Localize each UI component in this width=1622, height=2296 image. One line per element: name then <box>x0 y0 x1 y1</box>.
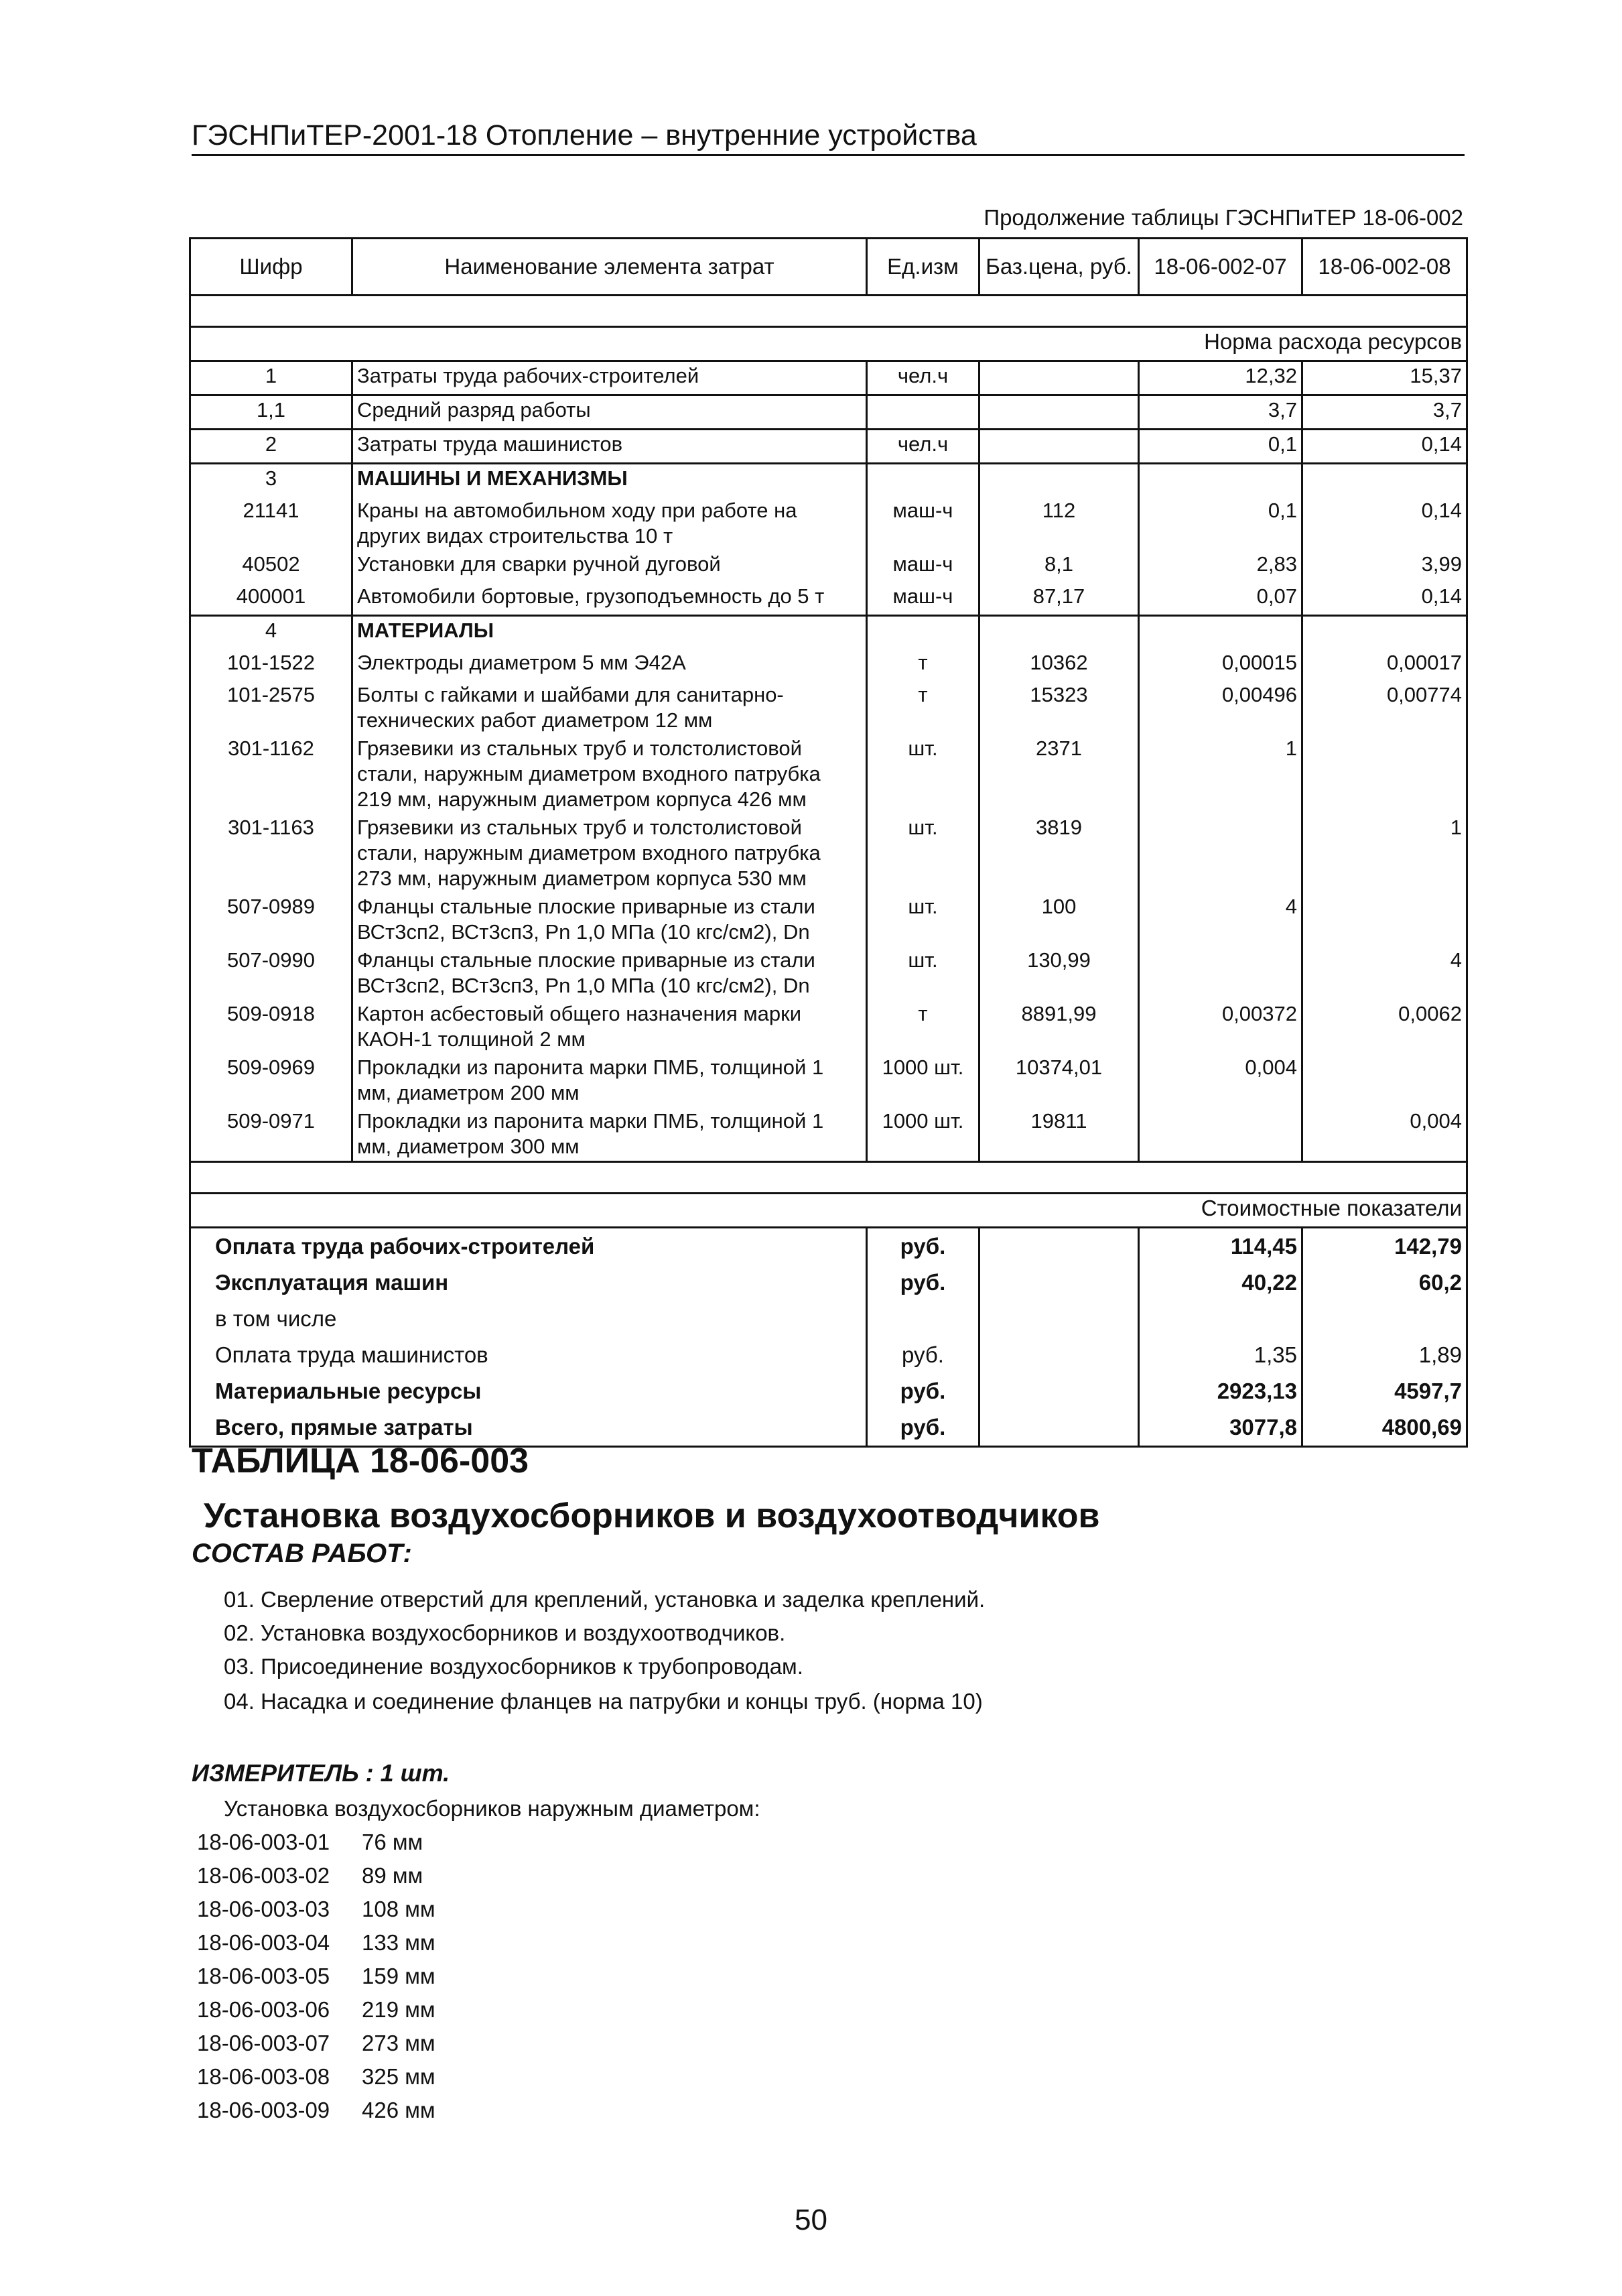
totals-value-08: 4800,69 <box>1302 1409 1467 1447</box>
row-name <box>352 946 867 1000</box>
item-diameter: 273 мм <box>362 2031 435 2055</box>
column-header: Баз.цена, руб. <box>979 239 1139 296</box>
totals-label: в том числе <box>190 1301 867 1337</box>
row-value-08 <box>1302 1054 1467 1107</box>
table-row <box>190 1000 1467 1054</box>
totals-value-07: 3077,8 <box>1139 1409 1302 1447</box>
table-row <box>190 893 1467 946</box>
row-price: 19811 <box>979 1107 1139 1162</box>
row-unit: шт. <box>867 893 979 946</box>
row-value-07 <box>1139 616 1302 649</box>
row-name-line: Грязевики из стальных труб и толстолистовой <box>357 816 802 839</box>
row-code: 1,1 <box>190 395 352 430</box>
table-row <box>190 649 1467 681</box>
row-name-line: мм, диаметром 200 мм <box>357 1081 580 1104</box>
row-name-line: стали, наружным диаметром входного патрубка <box>357 841 821 865</box>
row-name <box>352 616 867 649</box>
row-value-08: 4 <box>1302 946 1467 1000</box>
row-unit <box>867 395 979 430</box>
row-name-line: Средний разряд работы <box>357 398 591 422</box>
totals-unit: руб. <box>867 1373 979 1409</box>
row-name <box>352 361 867 395</box>
row-name-line: 219 мм, наружным диаметром корпуса 426 мм <box>357 787 807 811</box>
resource-table <box>189 237 1468 1448</box>
row-code: 509-0971 <box>190 1107 352 1162</box>
totals-row <box>190 1301 1467 1337</box>
row-name-line: МАШИНЫ И МЕХАНИЗМЫ <box>357 466 628 490</box>
item-code: 18-06-003-09 <box>197 2098 330 2122</box>
row-code: 40502 <box>190 550 352 582</box>
work-item: 03. Присоединение воздухосборников к трубопроводам. <box>224 1654 803 1679</box>
row-name-line: Картон асбестовый общего назначения марки <box>357 1002 802 1025</box>
row-unit: чел.ч <box>867 430 979 464</box>
row-price: 8,1 <box>979 550 1139 582</box>
table-row <box>190 814 1467 893</box>
row-unit: маш-ч <box>867 497 979 550</box>
table-row <box>190 1107 1467 1162</box>
row-name-line: Фланцы стальные плоские приварные из стали <box>357 895 815 918</box>
totals-value-08: 142,79 <box>1302 1228 1467 1265</box>
row-code: 301-1162 <box>190 735 352 814</box>
table-continuation-caption: Продолжение таблицы ГЭСНПиТЕР 18-06-002 <box>984 205 1463 230</box>
row-code: 2 <box>190 430 352 464</box>
row-value-07: 4 <box>1139 893 1302 946</box>
row-code: 301-1163 <box>190 814 352 893</box>
totals-label: Всего, прямые затраты <box>190 1409 867 1447</box>
totals-label: Эксплуатация машин <box>190 1265 867 1301</box>
table-row <box>190 430 1467 464</box>
totals-empty <box>979 1228 1139 1265</box>
row-price: 130,99 <box>979 946 1139 1000</box>
column-header: 18-06-002-07 <box>1139 239 1302 296</box>
row-unit: т <box>867 1000 979 1054</box>
totals-empty <box>979 1337 1139 1373</box>
table-row <box>190 1054 1467 1107</box>
row-value-07: 3,7 <box>1139 395 1302 430</box>
item-diameter: 426 мм <box>362 2098 435 2122</box>
row-name <box>352 464 867 497</box>
table-row <box>190 497 1467 550</box>
row-code: 21141 <box>190 497 352 550</box>
totals-unit: руб. <box>867 1228 979 1265</box>
row-value-08: 0,14 <box>1302 430 1467 464</box>
row-code: 1 <box>190 361 352 395</box>
cost-header-row <box>190 1194 1467 1228</box>
item-code: 18-06-003-08 <box>197 2064 330 2089</box>
work-item: 01. Сверление отверстий для креплений, установка и заделка креплений. <box>224 1587 986 1612</box>
row-name <box>352 1054 867 1107</box>
row-name-line: ВСт3сп2, ВСт3сп3, Pn 1,0 МПа (10 кгс/см2), Dn <box>357 974 810 997</box>
row-name-line: КАОН-1 толщиной 2 мм <box>357 1027 586 1051</box>
row-price: 10362 <box>979 649 1139 681</box>
totals-value-07: 114,45 <box>1139 1228 1302 1265</box>
row-name <box>352 395 867 430</box>
page-header: ГЭСНПиТЕР-2001-18 Отопление – внутренние устройства <box>192 119 1465 156</box>
table-row <box>190 582 1467 616</box>
item-code: 18-06-003-05 <box>197 1964 330 1988</box>
table-row <box>190 361 1467 395</box>
totals-unit: руб. <box>867 1409 979 1447</box>
row-value-08: 0,00774 <box>1302 681 1467 735</box>
item-code: 18-06-003-02 <box>197 1863 330 1888</box>
row-name-line: МАТЕРИАЛЫ <box>357 619 494 642</box>
column-header: Шифр <box>190 239 352 296</box>
row-value-08 <box>1302 893 1467 946</box>
table-row <box>190 681 1467 735</box>
row-unit: маш-ч <box>867 550 979 582</box>
row-name-line: стали, наружным диаметром входного патрубка <box>357 762 821 785</box>
row-name <box>352 497 867 550</box>
row-value-07: 0,1 <box>1139 430 1302 464</box>
row-name-line: Затраты труда рабочих-строителей <box>357 364 699 387</box>
totals-empty <box>979 1265 1139 1301</box>
row-name-line: ВСт3сп2, ВСт3сп3, Pn 1,0 МПа (10 кгс/см2), Dn <box>357 920 810 944</box>
table-row <box>190 946 1467 1000</box>
row-value-08: 0,14 <box>1302 497 1467 550</box>
row-name-line: Электроды диаметром 5 мм Э42А <box>357 651 686 674</box>
row-code: 507-0990 <box>190 946 352 1000</box>
row-value-07: 0,004 <box>1139 1054 1302 1107</box>
section-subtitle: Установка воздухосборников и воздухоотводчиков <box>204 1496 1100 1535</box>
totals-value-08: 60,2 <box>1302 1265 1467 1301</box>
row-code: 3 <box>190 464 352 497</box>
spacer-cell <box>190 1162 1467 1194</box>
item-code: 18-06-003-06 <box>197 1997 330 2022</box>
norm-header: Норма расхода ресурсов <box>190 327 1467 361</box>
row-value-07 <box>1139 1107 1302 1162</box>
row-value-08: 0,004 <box>1302 1107 1467 1162</box>
row-unit: чел.ч <box>867 361 979 395</box>
row-price <box>979 616 1139 649</box>
row-value-08 <box>1302 735 1467 814</box>
row-code: 4 <box>190 616 352 649</box>
row-name <box>352 582 867 616</box>
row-name-line: Болты с гайками и шайбами для санитарно- <box>357 683 784 706</box>
row-name <box>352 430 867 464</box>
row-code: 507-0989 <box>190 893 352 946</box>
row-price <box>979 430 1139 464</box>
totals-label: Оплата труда машинистов <box>190 1337 867 1373</box>
row-value-07: 0,1 <box>1139 497 1302 550</box>
table-row <box>190 395 1467 430</box>
row-name <box>352 893 867 946</box>
row-value-07: 1 <box>1139 735 1302 814</box>
row-value-08: 0,0062 <box>1302 1000 1467 1054</box>
item-diameter: 159 мм <box>362 1964 435 1988</box>
totals-value-07: 1,35 <box>1139 1337 1302 1373</box>
totals-value-07 <box>1139 1301 1302 1337</box>
column-header: Ед.изм <box>867 239 979 296</box>
row-name <box>352 649 867 681</box>
totals-row <box>190 1228 1467 1265</box>
row-price <box>979 464 1139 497</box>
work-item: 04. Насадка и соединение фланцев на патрубки и концы труб. (норма 10) <box>224 1689 983 1714</box>
table-header-row <box>190 239 1467 296</box>
row-price: 15323 <box>979 681 1139 735</box>
row-unit: шт. <box>867 735 979 814</box>
spacer-row <box>190 296 1467 327</box>
totals-label: Оплата труда рабочих-строителей <box>190 1228 867 1265</box>
cost-header: Стоимостные показатели <box>190 1194 1467 1228</box>
row-price <box>979 395 1139 430</box>
totals-value-08: 1,89 <box>1302 1337 1467 1373</box>
row-code: 101-1522 <box>190 649 352 681</box>
item-code: 18-06-003-01 <box>197 1830 330 1854</box>
row-value-07: 0,00372 <box>1139 1000 1302 1054</box>
totals-empty <box>979 1301 1139 1337</box>
row-value-08: 0,00017 <box>1302 649 1467 681</box>
totals-value-08: 4597,7 <box>1302 1373 1467 1409</box>
row-unit: шт. <box>867 814 979 893</box>
row-name-line: технических работ диаметром 12 мм <box>357 708 713 732</box>
row-name <box>352 814 867 893</box>
item-diameter: 325 мм <box>362 2064 435 2089</box>
row-value-08: 3,7 <box>1302 395 1467 430</box>
row-code: 400001 <box>190 582 352 616</box>
row-name-line: Фланцы стальные плоские приварные из стали <box>357 948 815 972</box>
row-value-08 <box>1302 464 1467 497</box>
row-unit: т <box>867 649 979 681</box>
row-name <box>352 735 867 814</box>
row-unit: т <box>867 681 979 735</box>
row-value-08: 3,99 <box>1302 550 1467 582</box>
row-code: 509-0918 <box>190 1000 352 1054</box>
row-unit <box>867 616 979 649</box>
izmeritel: ИЗМЕРИТЕЛЬ : 1 шт. <box>192 1759 450 1787</box>
totals-row <box>190 1373 1467 1409</box>
item-diameter: 89 мм <box>362 1863 423 1888</box>
row-value-07: 0,07 <box>1139 582 1302 616</box>
row-price: 112 <box>979 497 1139 550</box>
row-unit <box>867 464 979 497</box>
row-code: 509-0969 <box>190 1054 352 1107</box>
row-value-07: 0,00496 <box>1139 681 1302 735</box>
row-name <box>352 1107 867 1162</box>
totals-value-07: 40,22 <box>1139 1265 1302 1301</box>
row-name <box>352 550 867 582</box>
row-unit: 1000 шт. <box>867 1054 979 1107</box>
row-name <box>352 1000 867 1054</box>
row-price <box>979 361 1139 395</box>
totals-row <box>190 1337 1467 1373</box>
row-price: 87,17 <box>979 582 1139 616</box>
totals-value-07: 2923,13 <box>1139 1373 1302 1409</box>
column-header: Наименование элемента затрат <box>352 239 867 296</box>
row-name-line: Установки для сварки ручной дуговой <box>357 552 721 576</box>
section-title: ТАБЛИЦА 18-06-003 <box>192 1442 529 1480</box>
work-item: 02. Установка воздухосборников и воздухоотводчиков. <box>224 1620 786 1645</box>
item-diameter: 133 мм <box>362 1930 435 1955</box>
totals-empty <box>979 1373 1139 1409</box>
row-name <box>352 681 867 735</box>
table-row <box>190 616 1467 649</box>
row-value-08: 1 <box>1302 814 1467 893</box>
row-value-07: 12,32 <box>1139 361 1302 395</box>
norm-header-row <box>190 327 1467 361</box>
table-row <box>190 464 1467 497</box>
row-unit: маш-ч <box>867 582 979 616</box>
sostav-heading: СОСТАВ РАБОТ: <box>192 1539 412 1568</box>
totals-unit: руб. <box>867 1337 979 1373</box>
row-name-line: 273 мм, наружным диаметром корпуса 530 мм <box>357 867 807 890</box>
row-value-08 <box>1302 616 1467 649</box>
item-code: 18-06-003-04 <box>197 1930 330 1955</box>
row-value-08: 0,14 <box>1302 582 1467 616</box>
row-name-line: Автомобили бортовые, грузоподъемность до 5 т <box>357 584 825 608</box>
row-value-07 <box>1139 464 1302 497</box>
column-header: 18-06-002-08 <box>1302 239 1467 296</box>
item-diameter: 108 мм <box>362 1897 435 1921</box>
totals-value-08 <box>1302 1301 1467 1337</box>
row-name-line: Прокладки из паронита марки ПМБ, толщиной 1 <box>357 1109 824 1133</box>
row-name-line: других видах строительства 10 т <box>357 524 673 548</box>
row-price: 10374,01 <box>979 1054 1139 1107</box>
item-diameter: 76 мм <box>362 1830 423 1854</box>
row-value-07 <box>1139 814 1302 893</box>
table-row <box>190 735 1467 814</box>
row-price: 2371 <box>979 735 1139 814</box>
spacer-row <box>190 1162 1467 1194</box>
totals-unit: руб. <box>867 1265 979 1301</box>
item-code: 18-06-003-03 <box>197 1897 330 1921</box>
row-value-07: 2,83 <box>1139 550 1302 582</box>
item-code: 18-06-003-07 <box>197 2031 330 2055</box>
row-price: 3819 <box>979 814 1139 893</box>
row-name-line: Краны на автомобильном ходу при работе на <box>357 499 797 522</box>
row-value-07: 0,00015 <box>1139 649 1302 681</box>
totals-row <box>190 1265 1467 1301</box>
totals-unit <box>867 1301 979 1337</box>
row-code: 101-2575 <box>190 681 352 735</box>
items-intro: Установка воздухосборников наружным диаметром: <box>224 1796 760 1821</box>
row-unit: шт. <box>867 946 979 1000</box>
row-unit: 1000 шт. <box>867 1107 979 1162</box>
row-name-line: Прокладки из паронита марки ПМБ, толщиной 1 <box>357 1056 824 1079</box>
item-diameter: 219 мм <box>362 1997 435 2022</box>
totals-label: Материальные ресурсы <box>190 1373 867 1409</box>
row-price: 100 <box>979 893 1139 946</box>
row-name-line: Затраты труда машинистов <box>357 432 623 456</box>
row-value-07 <box>1139 946 1302 1000</box>
table-row <box>190 550 1467 582</box>
row-value-08: 15,37 <box>1302 361 1467 395</box>
row-price: 8891,99 <box>979 1000 1139 1054</box>
page-number: 50 <box>795 2204 827 2236</box>
row-name-line: Грязевики из стальных труб и толстолистовой <box>357 737 802 760</box>
row-name-line: мм, диаметром 300 мм <box>357 1135 580 1158</box>
